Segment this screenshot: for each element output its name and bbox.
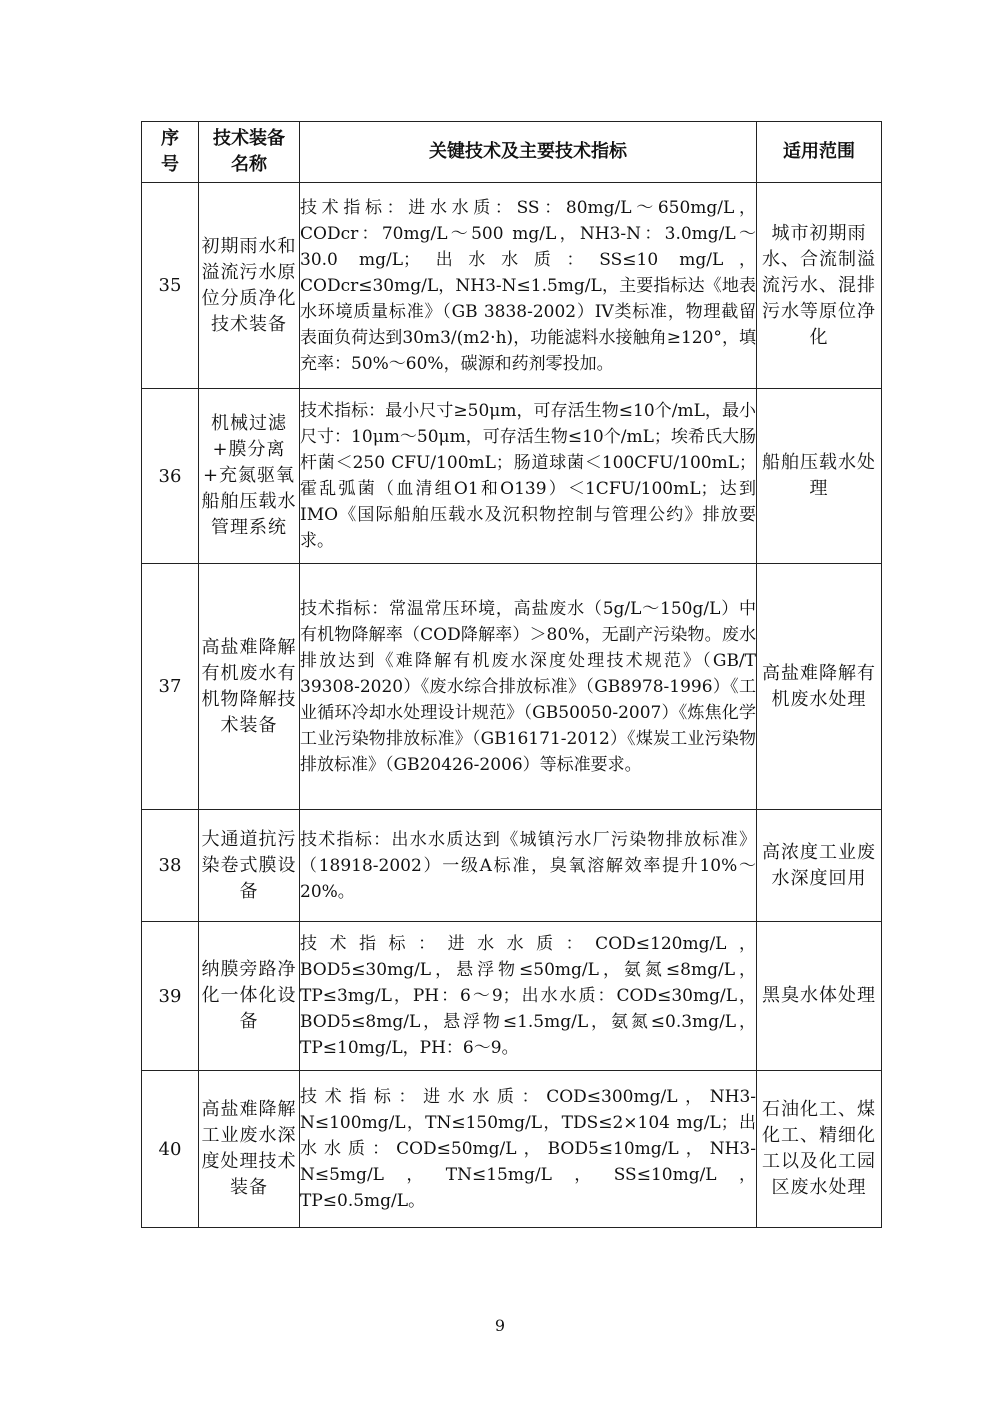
table-row <box>142 810 882 922</box>
equipment-name: 初期雨水和溢流污水原位分质净化技术装备 <box>199 183 300 389</box>
header-key-tech: 关键技术及主要技术指标 <box>300 122 757 183</box>
row-number: 36 <box>142 389 199 564</box>
row-number: 40 <box>142 1071 199 1228</box>
header-scope: 适用范围 <box>757 122 882 183</box>
tech-indicators: 技术指标：常温常压环境，高盐废水（5g/L～150g/L）中有机物降解率（COD降解率）＞80%，无副产污染物。废水排放达到《难降解有机废水深度处理技术规范》（GB/T 39308-2020）《废水综合排放标准》（GB8978-1996）《工业循环冷却水处理设计规范》（GB50050-2007）《炼焦化学工业污染物排放标准》（GB16171-2012）《煤炭工业污染物排放标准》（GB20426-2006）等标准要求。 <box>300 564 757 810</box>
technology-table <box>141 121 882 1228</box>
tech-indicators: 技术指标：进水水质：COD≤120mg/L，BOD5≤30mg/L，悬浮物≤50mg/L，氨氮≤8mg/L，TP≤3mg/L，PH：6～9；出水水质：COD≤30mg/L，BOD5≤8mg/L，悬浮物≤1.5mg/L，氨氮≤0.3mg/L，TP≤10mg/L，PH：6～9。 <box>300 922 757 1071</box>
page-number: 9 <box>494 1316 506 1335</box>
equipment-name: 高盐难降解工业废水深度处理技术装备 <box>199 1071 300 1228</box>
header-serial: 序号 <box>142 122 199 183</box>
tech-indicators: 技术指标：出水水质达到《城镇污水厂污染物排放标准》（18918-2002）一级A标准，臭氧溶解效率提升10%～20%。 <box>300 810 757 922</box>
tech-indicators: 技术指标：进水水质：COD≤300mg/L，NH3-N≤100mg/L，TN≤150mg/L，TDS≤2×104 mg/L；出水水质：COD≤50mg/L，BOD5≤10mg/L，NH3-N≤5mg/L，TN≤15mg/L，SS≤10mg/L，TP≤0.5mg/L。 <box>300 1071 757 1228</box>
row-number: 37 <box>142 564 199 810</box>
table-row <box>142 389 882 564</box>
equipment-name: 大通道抗污染卷式膜设备 <box>199 810 300 922</box>
table-row <box>142 183 882 389</box>
row-number: 35 <box>142 183 199 389</box>
table-header-row <box>142 122 882 183</box>
tech-indicators: 技术指标：最小尺寸≥50μm，可存活生物≤10个/mL，最小尺寸：10μm～50μm，可存活生物≤10个/mL；埃希氏大肠杆菌＜250 CFU/100mL；肠道球菌＜100CFU/100mL；霍乱弧菌（血清组O1和O139）＜1CFU/100mL；达到IMO《国际船舶压载水及沉积物控制与管理公约》排放要求。 <box>300 389 757 564</box>
application-scope: 石油化工、煤化工、精细化工以及化工园区废水处理 <box>757 1071 882 1228</box>
application-scope: 高浓度工业废水深度回用 <box>757 810 882 922</box>
application-scope: 黑臭水体处理 <box>757 922 882 1071</box>
table-row <box>142 922 882 1071</box>
equipment-name: 纳膜旁路净化一体化设备 <box>199 922 300 1071</box>
application-scope: 船舶压载水处理 <box>757 389 882 564</box>
header-equipment-name: 技术装备名称 <box>199 122 300 183</box>
equipment-name: 机械过滤+膜分离+充氮驱氧船舶压载水管理系统 <box>199 389 300 564</box>
application-scope: 高盐难降解有机废水处理 <box>757 564 882 810</box>
application-scope: 城市初期雨水、合流制溢流污水、混排污水等原位净化 <box>757 183 882 389</box>
tech-indicators: 技术指标：进水水质：SS：80mg/L～650mg/L，CODcr：70mg/L～500 mg/L，NH3-N：3.0mg/L～30.0 mg/L；出水水质：SS≤10 mg/L，CODcr≤30mg/L，NH3-N≤1.5mg/L，主要指标达《地表水环境质量标准》（GB 3838-2002）IV类标准，物理截留表面负荷达到30m3/(m2·h)，功能滤料水接触角≥120°，填充率：50%～60%，碳源和药剂零投加。 <box>300 183 757 389</box>
row-number: 38 <box>142 810 199 922</box>
equipment-name: 高盐难降解有机废水有机物降解技术装备 <box>199 564 300 810</box>
table-row <box>142 1071 882 1228</box>
row-number: 39 <box>142 922 199 1071</box>
table-row <box>142 564 882 810</box>
